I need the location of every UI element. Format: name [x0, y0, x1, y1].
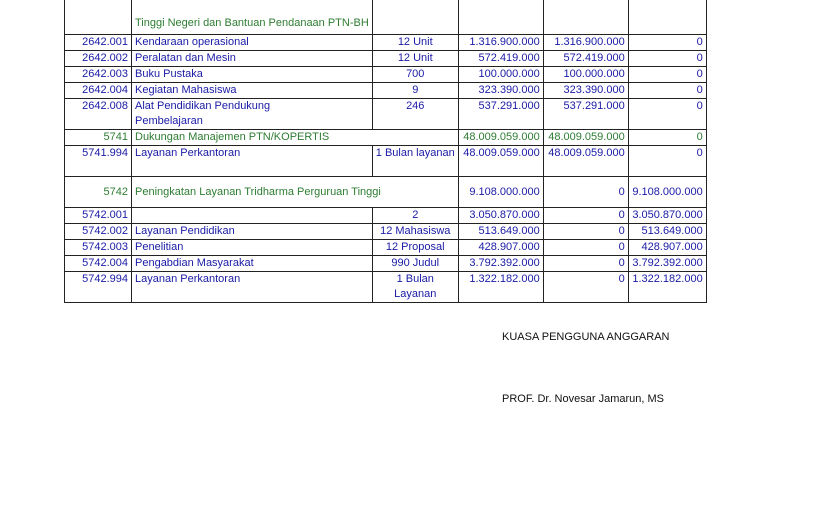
amount-cell: 0 [628, 130, 706, 146]
code-cell [65, 0, 132, 35]
description-cell: Tinggi Negeri dan Bantuan Pendanaan PTN-BH [132, 0, 373, 35]
volume-cell: 12 Mahasiswa [372, 224, 458, 240]
amount-cell: 0 [628, 99, 706, 130]
amount-cell: 48.009.059.000 [458, 146, 543, 177]
code-cell: 5741 [65, 130, 132, 146]
budget-table [64, 0, 707, 303]
amount-cell: 0 [543, 256, 628, 272]
table-row [65, 208, 707, 224]
amount-cell: 48.009.059.000 [543, 146, 628, 177]
description-cell: Layanan Perkantoran [132, 272, 373, 303]
table-row [65, 130, 707, 146]
table-row [65, 83, 707, 99]
amount-cell: 3.792.392.000 [628, 256, 706, 272]
table-row [65, 177, 707, 208]
amount-cell: 513.649.000 [628, 224, 706, 240]
volume-cell: 12 Unit [372, 51, 458, 67]
amount-cell: 323.390.000 [458, 83, 543, 99]
description-cell [132, 208, 373, 224]
table-row [65, 272, 707, 303]
table-row [65, 146, 707, 177]
signature-title: KUASA PENGGUNA ANGGARAN [502, 331, 670, 343]
amount-cell: 0 [543, 224, 628, 240]
amount-cell: 0 [543, 240, 628, 256]
table-row [65, 67, 707, 83]
amount-cell: 0 [628, 51, 706, 67]
amount-cell: 3.050.870.000 [628, 208, 706, 224]
amount-cell [628, 0, 706, 35]
table-row [65, 51, 707, 67]
amount-cell: 1.322.182.000 [628, 272, 706, 303]
code-cell: 2642.008 [65, 99, 132, 130]
volume-cell [372, 0, 458, 35]
amount-cell: 100.000.000 [458, 67, 543, 83]
amount-cell: 428.907.000 [458, 240, 543, 256]
amount-cell: 537.291.000 [458, 99, 543, 130]
description-cell: Buku Pustaka [132, 67, 373, 83]
volume-cell: 9 [372, 83, 458, 99]
amount-cell: 0 [628, 67, 706, 83]
code-cell: 5742.003 [65, 240, 132, 256]
table-row [65, 256, 707, 272]
description-cell: Penelitian [132, 240, 373, 256]
description-cell: Dukungan Manajemen PTN/KOPERTIS [132, 130, 459, 146]
description-cell: Pengabdian Masyarakat [132, 256, 373, 272]
signatory-name: PROF. Dr. Novesar Jamarun, MS [502, 393, 664, 405]
code-cell: 5741.994 [65, 146, 132, 177]
amount-cell: 48.009.059.000 [458, 130, 543, 146]
table-row [65, 99, 707, 130]
amount-cell: 0 [543, 272, 628, 303]
volume-cell: 12 Unit [372, 35, 458, 51]
description-cell: Peralatan dan Mesin [132, 51, 373, 67]
code-cell: 5742 [65, 177, 132, 208]
description-cell: Layanan Perkantoran [132, 146, 373, 177]
amount-cell: 537.291.000 [543, 99, 628, 130]
description-cell: Kegiatan Mahasiswa [132, 83, 373, 99]
table-row [65, 0, 707, 35]
code-cell: 2642.002 [65, 51, 132, 67]
code-cell: 2642.001 [65, 35, 132, 51]
table-row [65, 224, 707, 240]
amount-cell: 100.000.000 [543, 67, 628, 83]
volume-cell: 1 Bulan Layanan [372, 272, 458, 303]
amount-cell: 3.050.870.000 [458, 208, 543, 224]
amount-cell: 0 [628, 146, 706, 177]
amount-cell: 1.316.900.000 [458, 35, 543, 51]
code-cell: 5742.002 [65, 224, 132, 240]
amount-cell [543, 0, 628, 35]
volume-cell: 246 [372, 99, 458, 130]
amount-cell: 3.792.392.000 [458, 256, 543, 272]
code-cell: 2642.003 [65, 67, 132, 83]
code-cell: 2642.004 [65, 83, 132, 99]
code-cell: 5742.001 [65, 208, 132, 224]
table-row [65, 35, 707, 51]
description-cell: Peningkatan Layanan Tridharma Perguruan Tinggi [132, 177, 459, 208]
amount-cell: 428.907.000 [628, 240, 706, 256]
amount-cell: 9.108.000.000 [458, 177, 543, 208]
volume-cell: 2 [372, 208, 458, 224]
table-row [65, 240, 707, 256]
amount-cell: 1.322.182.000 [458, 272, 543, 303]
volume-cell: 990 Judul [372, 256, 458, 272]
amount-cell [458, 0, 543, 35]
code-cell: 5742.994 [65, 272, 132, 303]
amount-cell: 48.009.059.000 [543, 130, 628, 146]
description-cell: Layanan Pendidikan [132, 224, 373, 240]
description-cell: Alat Pendidikan Pendukung Pembelajaran [132, 99, 373, 130]
amount-cell: 572.419.000 [543, 51, 628, 67]
amount-cell: 0 [543, 208, 628, 224]
amount-cell: 0 [543, 177, 628, 208]
code-cell: 5742.004 [65, 256, 132, 272]
amount-cell: 0 [628, 83, 706, 99]
amount-cell: 0 [628, 35, 706, 51]
volume-cell: 1 Bulan layanan [372, 146, 458, 177]
volume-cell: 700 [372, 67, 458, 83]
amount-cell: 572.419.000 [458, 51, 543, 67]
amount-cell: 9.108.000.000 [628, 177, 706, 208]
description-cell: Kendaraan operasional [132, 35, 373, 51]
volume-cell: 12 Proposal [372, 240, 458, 256]
amount-cell: 323.390.000 [543, 83, 628, 99]
amount-cell: 1.316.900.000 [543, 35, 628, 51]
amount-cell: 513.649.000 [458, 224, 543, 240]
